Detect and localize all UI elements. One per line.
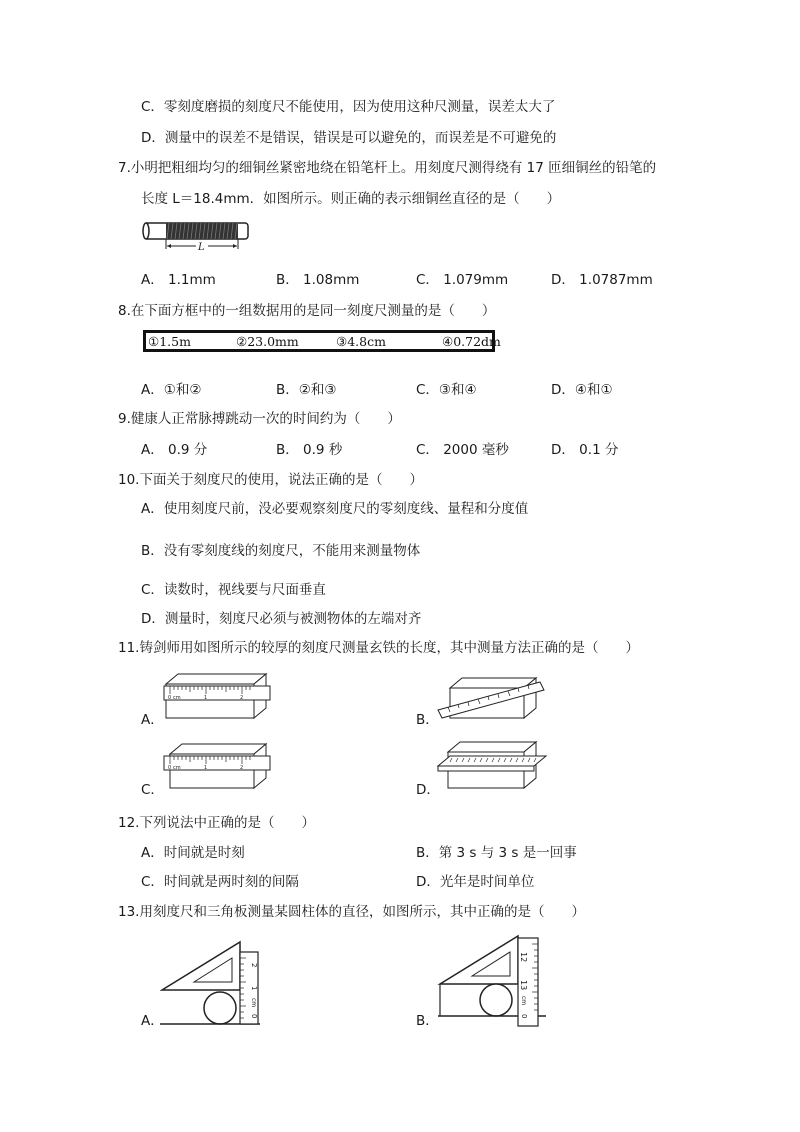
q13-label-b[interactable]: B．	[416, 1013, 439, 1029]
q13-figure-b	[434, 934, 554, 1030]
q8-option-a[interactable]: A．①和②	[141, 382, 202, 398]
q11-stem: 11.铸剑师用如图所示的较厚的刻度尺测量玄铁的长度，其中测量方法正确的是（ ）	[118, 640, 639, 656]
svg-text:cm: cm	[173, 695, 181, 701]
q11-figure-b	[436, 674, 548, 724]
q7-option-c[interactable]: C． 1.079mm	[416, 272, 509, 288]
q7-stem-line1: 7.小明把粗细均匀的细铜丝紧密地绕在铅笔杆上。用刻度尺测得绕有 17 匝细铜丝的铅笔的	[118, 160, 657, 176]
q12-option-d[interactable]: D．光年是时间单位	[416, 874, 535, 890]
q11-figure-c	[160, 742, 272, 792]
svg-text:0: 0	[250, 1014, 258, 1019]
svg-text:2: 2	[240, 765, 244, 771]
q10-option-d[interactable]: D．测量时，刻度尺必须与被测物体的左端对齐	[141, 611, 422, 627]
svg-text:2: 2	[250, 963, 258, 968]
q9-option-a[interactable]: A． 0.9 分	[141, 442, 208, 458]
q12-option-c[interactable]: C．时间就是两时刻的间隔	[141, 874, 299, 890]
svg-text:1: 1	[250, 986, 258, 991]
q13-label-a[interactable]: A．	[141, 1013, 164, 1029]
q9-option-b[interactable]: B． 0.9 秒	[276, 442, 343, 458]
q7-figure-label: L	[198, 242, 205, 253]
q9-option-d[interactable]: D． 0.1 分	[551, 442, 619, 458]
svg-text:cm: cm	[520, 996, 527, 1006]
svg-text:2: 2	[240, 695, 244, 701]
q10-stem: 10.下面关于刻度尺的使用，说法正确的是（ ）	[118, 472, 423, 488]
q9-stem: 9.健康人正常脉搏跳动一次的时间约为（ ）	[118, 411, 401, 427]
q11-label-c[interactable]: C．	[141, 782, 164, 798]
q11-figure-a	[160, 672, 272, 722]
q8-data-box	[143, 330, 501, 352]
q7-option-a[interactable]: A． 1.1mm	[141, 272, 216, 288]
svg-text:13: 13	[519, 980, 528, 991]
q11-label-b[interactable]: B．	[416, 712, 439, 728]
q11-label-d[interactable]: D．	[416, 782, 440, 798]
svg-text:12: 12	[519, 952, 528, 963]
svg-text:cm: cm	[173, 765, 181, 771]
q11-label-a[interactable]: A．	[141, 712, 164, 728]
svg-text:1: 1	[204, 695, 208, 701]
q12-option-a[interactable]: A．时间就是时刻	[141, 845, 245, 861]
q8-data-3: ③4.8cm	[336, 334, 386, 349]
q10-option-a[interactable]: A．使用刻度尺前，没必要观察刻度尺的零刻度线、量程和分度值	[141, 501, 529, 517]
q13-figure-a	[160, 938, 270, 1030]
q7-option-d[interactable]: D． 1.0787mm	[551, 272, 653, 288]
svg-text:cm: cm	[250, 998, 257, 1008]
q6-option-c: C．零刻度磨损的刻度尺不能使用，因为使用这种尺测量，误差太大了	[141, 99, 556, 115]
svg-text:0: 0	[168, 695, 172, 701]
q7-stem-line2: 长度 L＝18.4mm．如图所示。则正确的表示细铜丝直径的是（ ）	[141, 191, 561, 207]
pencil-coil-figure	[140, 215, 252, 255]
q10-option-c[interactable]: C．读数时，视线要与尺面垂直	[141, 582, 326, 598]
q8-data-1: ①1.5m	[148, 334, 191, 349]
q6-option-d: D．测量中的误差不是错误，错误是可以避免的，而误差是不可避免的	[141, 130, 557, 146]
svg-text:0: 0	[168, 765, 172, 771]
q10-option-b[interactable]: B．没有零刻度线的刻度尺，不能用来测量物体	[141, 543, 421, 559]
q9-option-c[interactable]: C． 2000 毫秒	[416, 442, 509, 458]
q12-option-b[interactable]: B．第 3 s 与 3 s 是一回事	[416, 845, 577, 861]
svg-text:0: 0	[520, 1014, 528, 1019]
q7-option-b[interactable]: B． 1.08mm	[276, 272, 360, 288]
q8-option-c[interactable]: C．③和④	[416, 382, 477, 398]
q11-figure-d	[436, 740, 548, 792]
q13-stem: 13.用刻度尺和三角板测量某圆柱体的直径，如图所示，其中正确的是（ ）	[118, 904, 585, 920]
q12-stem: 12.下列说法中正确的是（ ）	[118, 815, 315, 831]
q8-data-4: ④0.72dm	[442, 334, 501, 349]
q8-option-d[interactable]: D．④和①	[551, 382, 613, 398]
svg-text:1: 1	[204, 765, 208, 771]
q8-stem: 8.在下面方框中的一组数据用的是同一刻度尺测量的是（ ）	[118, 303, 496, 319]
q8-data-2: ②23.0mm	[236, 334, 299, 349]
q8-option-b[interactable]: B．②和③	[276, 382, 337, 398]
